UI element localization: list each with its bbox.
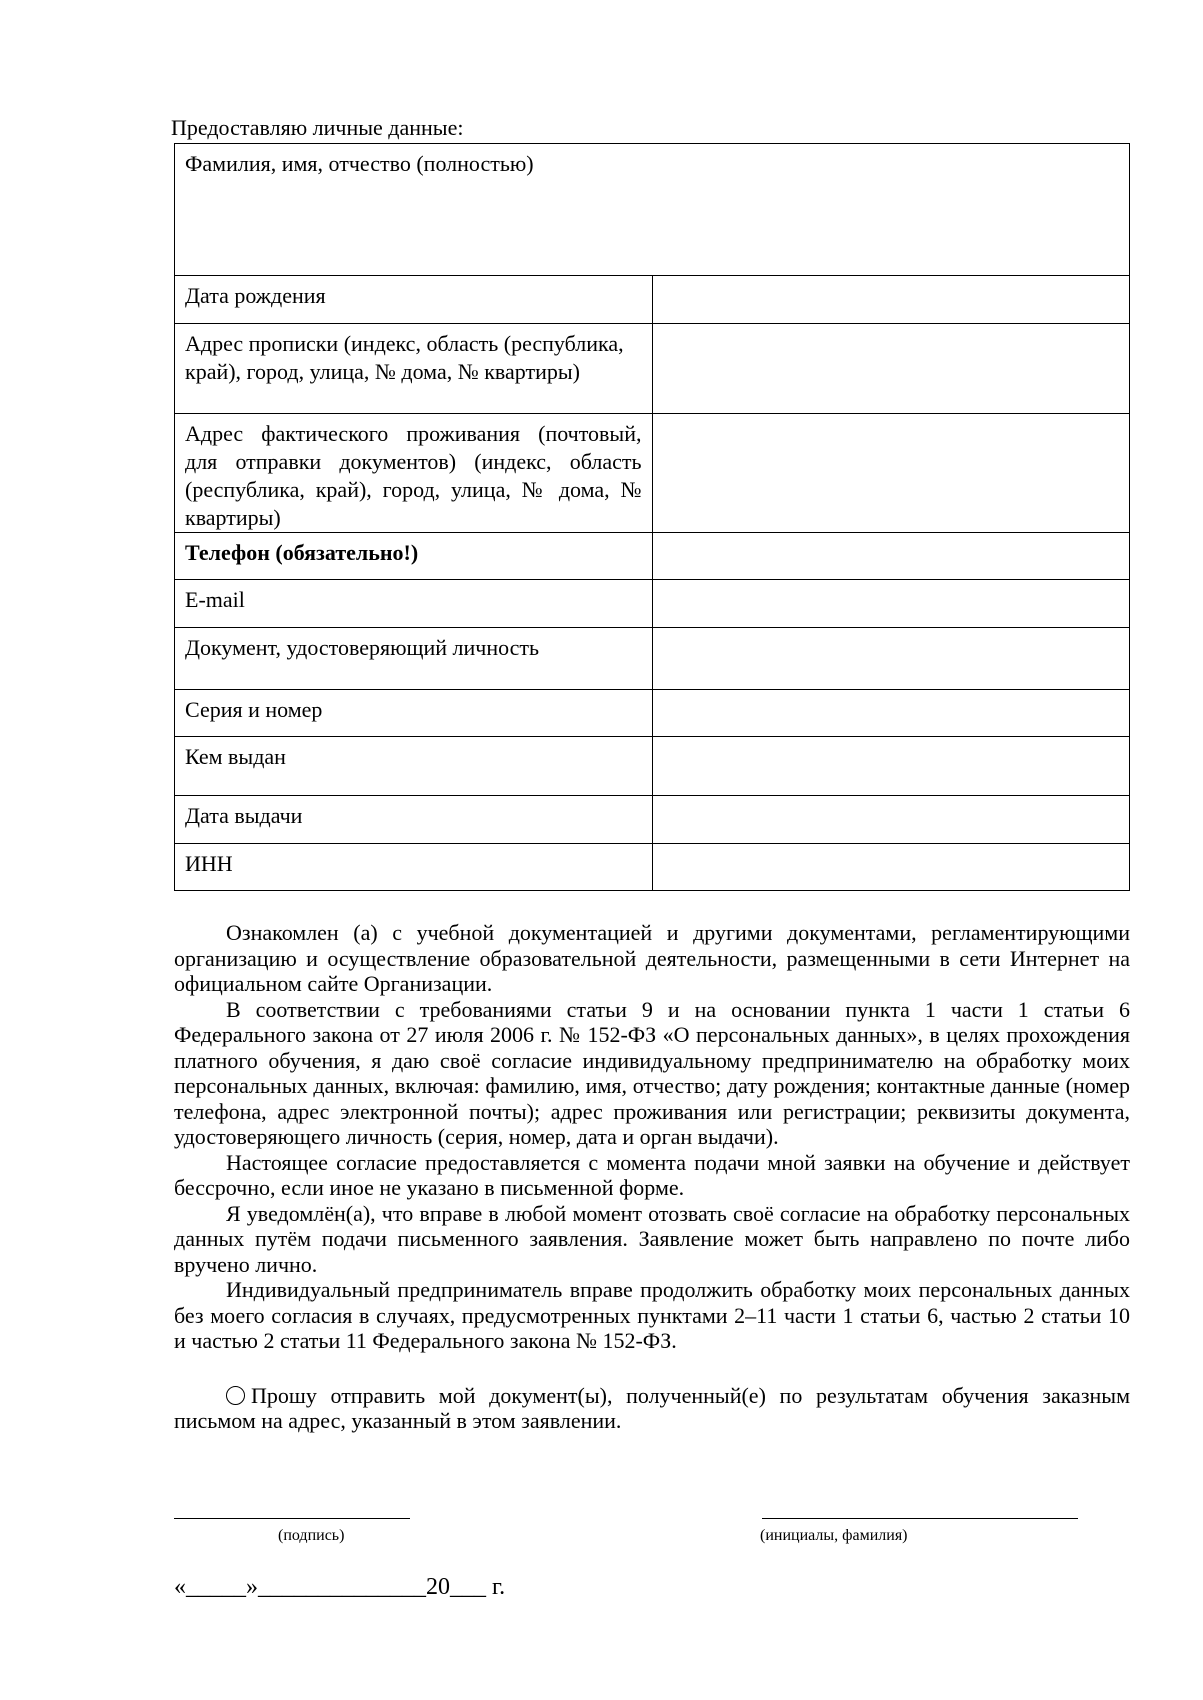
table-row [175,276,1130,324]
registration-address-field[interactable] [652,324,1130,414]
row-label: Дата рождения [175,276,653,324]
row-label: Документ, удостоверяющий личность [175,628,653,690]
table-row [175,580,1130,628]
table-row [175,844,1130,891]
table-row [175,324,1130,414]
consent-paragraph: Индивидуальный предприниматель вправе продолжить обработку моих персональных данных без моего согласия в случаях, предусмотренных пунктами 2–11 части 1 статьи 6, частью 2 статьи 10 и частью 2 статьи 11 Федерального закона № 152-ФЗ. [174,1277,1130,1353]
signature-caption: (подпись) [278,1527,345,1544]
table-row [175,533,1130,580]
full-name-label: Фамилия, имя, отчество (полностью) [185,151,534,176]
signature-line[interactable] [174,1518,410,1519]
birth-date-field[interactable] [652,276,1130,324]
actual-address-field[interactable] [652,414,1130,533]
mail-option [174,1383,1130,1434]
row-label: Дата выдачи [175,796,653,844]
row-label: Адрес фактического проживания (почтовый, для отправки документов) (индекс, область (республика, край), город, улица, № дома, № квартиры) [175,414,653,533]
name-caption: (инициалы, фамилия) [760,1527,908,1544]
table-row [175,628,1130,690]
table-row [175,796,1130,844]
row-label: Кем выдан [175,737,653,796]
mail-option-radio[interactable] [226,1386,245,1405]
issued-by-field[interactable] [652,737,1130,796]
table-row [175,414,1130,533]
consent-paragraph: Ознакомлен (а) с учебной документацией и другими документами, регламентирующими организацию и осуществление образовательной деятельности, размещенными в сети Интернет на официальном сайте Организации. [174,920,1130,996]
series-number-field[interactable] [652,690,1130,737]
email-field[interactable] [652,580,1130,628]
row-label: ИНН [175,844,653,891]
name-line[interactable] [762,1518,1078,1519]
consent-text [174,920,1130,1434]
phone-field[interactable] [652,533,1130,580]
row-label: Телефон (обязательно!) [175,533,653,580]
row-label: Адрес прописки (индекс, область (республика, край), город, улица, № дома, № квартиры) [175,324,653,414]
issue-date-field[interactable] [652,796,1130,844]
inn-field[interactable] [652,844,1130,891]
consent-paragraph: Я уведомлён(а), что вправе в любой момент отозвать своё согласие на обработку персональных данных путём подачи письменного заявления. Заявление может быть направлено по почте либо вручено лично. [174,1200,1130,1277]
row-label: E-mail [175,580,653,628]
personal-data-table [174,143,1130,891]
table-row [175,690,1130,737]
date-line[interactable]: «_____»______________20___ г. [174,1574,506,1600]
table-row-full-name [175,144,1130,276]
consent-paragraph: Настоящее согласие предоставляется с момента подачи мной заявки на обучение и действует бессрочно, если иное не указано в письменной форме. [174,1149,1130,1200]
id-document-field[interactable] [652,628,1130,690]
full-name-field[interactable] [175,144,1130,276]
row-label: Серия и номер [175,690,653,737]
mail-option-text: Прошу отправить мой документ(ы), полученный(е) по результатам обучения заказным письмом на адрес, указанный в этом заявлении. [174,1382,1130,1433]
intro-text: Предоставляю личные данные: [171,115,464,140]
consent-paragraph: В соответствии с требованиями статьи 9 и на основании пункта 1 части 1 статьи 6 Федерального закона от 27 июля 2006 г. № 152-ФЗ «О персональных данных», в целях прохождения платного обучения, я даю своё согласие индивидуальному предпринимателю на обработку моих персональных данных, включая: фамилию, имя, отчество; дату рождения; контактные данные (номер телефона, адрес электронной почты); адрес проживания или регистрации; реквизиты документа, удостоверяющего личность (серия, номер, дата и орган выдачи). [174,996,1130,1149]
table-row [175,737,1130,796]
